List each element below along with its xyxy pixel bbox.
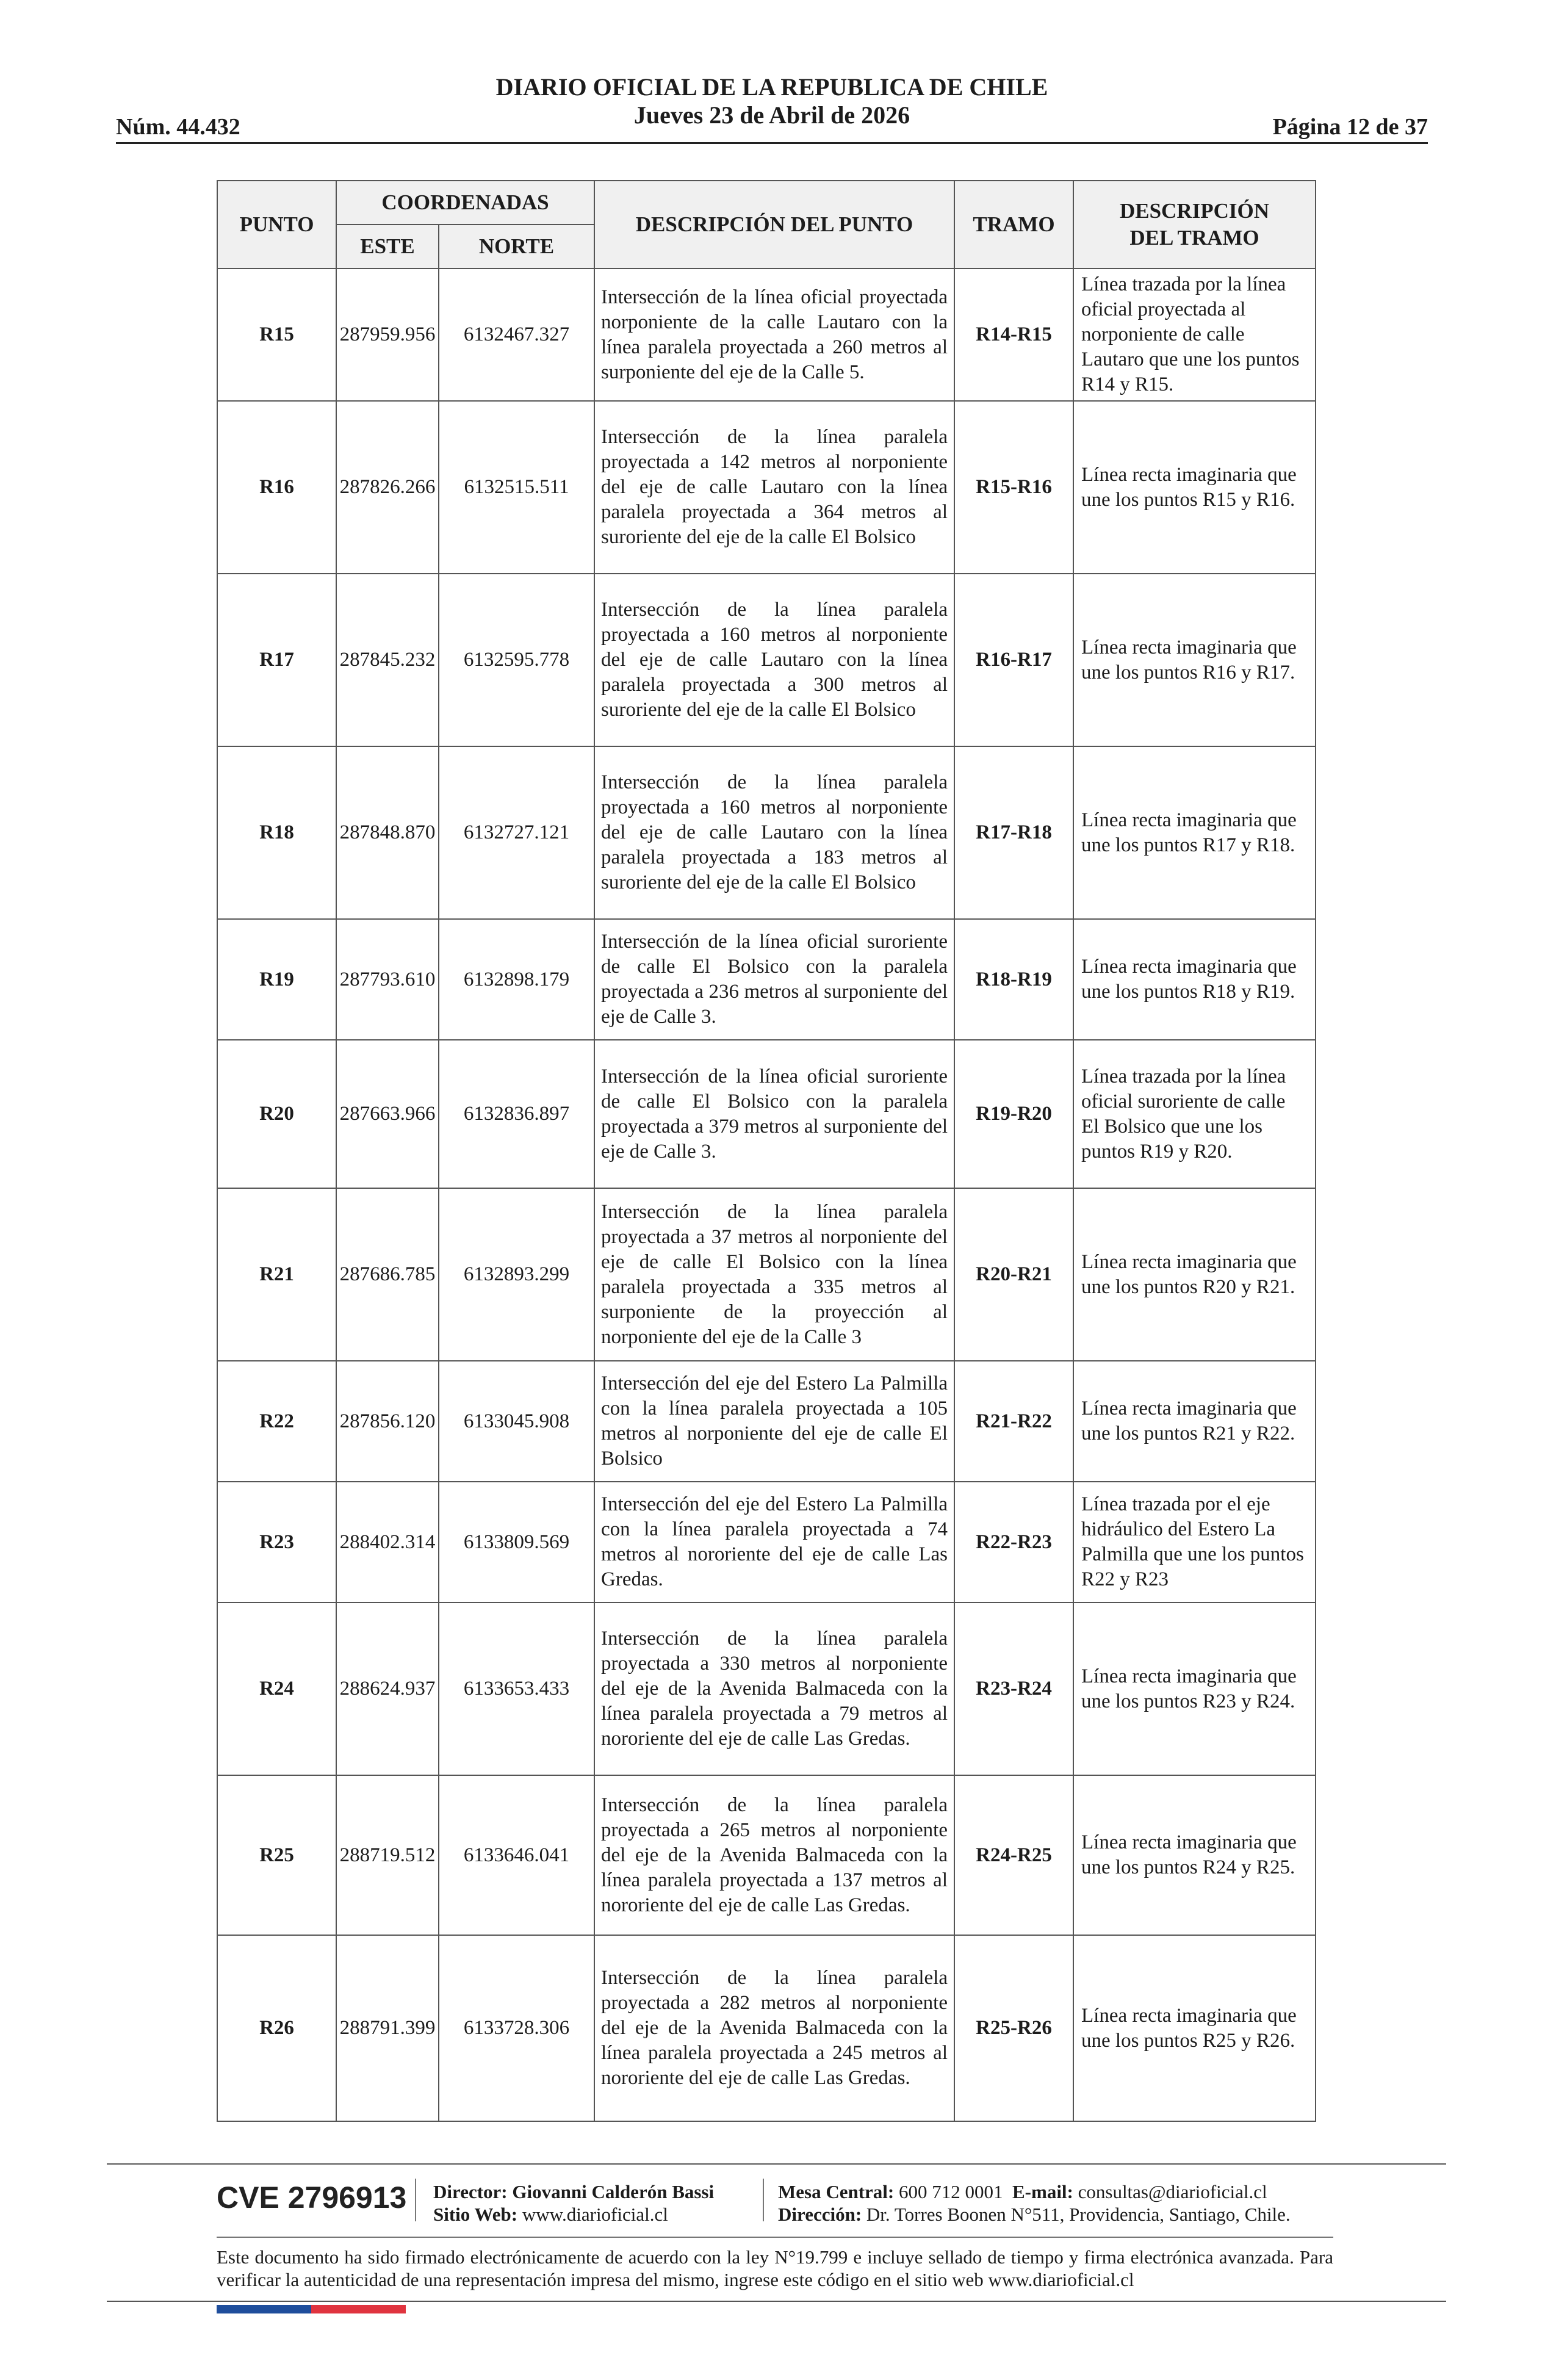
coord-norte: 6132893.299 — [439, 1188, 594, 1361]
table-row — [217, 269, 1316, 401]
coordinates-table — [217, 180, 1316, 2122]
header-tramo: TRAMO — [954, 181, 1073, 269]
director-info — [433, 2180, 714, 2226]
segment-id: R14-R15 — [954, 269, 1073, 401]
point-description: Intersección de la línea oficial suroriente de calle El Bolsico con la paralela proyectada a 379 metros al surponiente del eje de Calle 3. — [594, 1040, 954, 1188]
table-row — [217, 746, 1316, 919]
point-id: R16 — [217, 401, 336, 574]
segment-description: Línea trazada por la línea oficial proyectada al norponiente de calle Lautaro que une los puntos R14 y R15. — [1073, 269, 1316, 401]
coord-norte: 6132727.121 — [439, 746, 594, 919]
header-coordenadas: COORDENADAS — [336, 181, 594, 225]
segment-id: R24-R25 — [954, 1775, 1073, 1935]
header-center — [116, 73, 1428, 129]
table-row — [217, 1935, 1316, 2121]
director-label: Director: — [433, 2181, 508, 2202]
header-descripcion-punto: DESCRIPCIÓN DEL PUNTO — [594, 181, 954, 269]
table-body — [217, 269, 1316, 2121]
segment-description: Línea recta imaginaria que une los puntos R16 y R17. — [1073, 574, 1316, 746]
point-id: R22 — [217, 1361, 336, 1482]
point-description: Intersección de la línea paralela proyectada a 142 metros al norponiente del eje de calle Lautaro con la línea paralela proyectada a 364 metros al suroriente del eje de la calle El Bolsico — [594, 401, 954, 574]
flag-bar-red — [311, 2305, 406, 2313]
segment-description: Línea recta imaginaria que une los puntos R21 y R22. — [1073, 1361, 1316, 1482]
point-description: Intersección de la línea paralela proyectada a 37 metros al norponiente del eje de calle El Bolsico con la línea paralela proyectada a 335 metros al surponiente de la proyección al norponiente del eje de la Calle 3 — [594, 1188, 954, 1361]
segment-description: Línea recta imaginaria que une los puntos R23 y R24. — [1073, 1603, 1316, 1775]
point-description: Intersección del eje del Estero La Palmilla con la línea paralela proyectada a 105 metros al norponiente del eje de calle El Bolsico — [594, 1361, 954, 1482]
segment-id: R18-R19 — [954, 919, 1073, 1040]
footer-divider-top — [107, 2163, 1446, 2165]
point-description: Intersección de la línea paralela proyectada a 330 metros al norponiente del eje de la Avenida Balmaceda con la línea paralela proyectada a 79 metros al nororiente del eje de calle Las Gredas. — [594, 1603, 954, 1775]
flag-bar-blue — [217, 2305, 311, 2313]
coord-este: 287959.956 — [336, 269, 439, 401]
page-number: Página 12 de 37 — [1272, 114, 1428, 140]
point-description: Intersección del eje del Estero La Palmilla con la línea paralela proyectada a 74 metros al nororiente del eje de calle Las Gredas. — [594, 1482, 954, 1603]
address-text: Dr. Torres Boonen N°511, Providencia, Santiago, Chile. — [866, 2204, 1291, 2225]
header-descripcion-tramo — [1073, 181, 1316, 269]
segment-description: Línea recta imaginaria que une los puntos R15 y R16. — [1073, 401, 1316, 574]
point-id: R26 — [217, 1935, 336, 2121]
segment-id: R20-R21 — [954, 1188, 1073, 1361]
segment-id: R15-R16 — [954, 401, 1073, 574]
email-link[interactable]: consultas@diarioficial.cl — [1078, 2181, 1267, 2202]
header-descripcion-tramo-line2: DEL TRAMO — [1129, 226, 1259, 250]
point-id: R23 — [217, 1482, 336, 1603]
legal-notice: Este documento ha sido firmado electrónicamente de acuerdo con la ley N°19.799 e incluye sellado de tiempo y firma electrónica avanzada. Para verificar la autenticidad de una representación impresa del mismo, ingrese este código en el sitio web www.diarioficial.cl — [217, 2246, 1333, 2290]
segment-id: R21-R22 — [954, 1361, 1073, 1482]
coord-este: 288402.314 — [336, 1482, 439, 1603]
point-description: Intersección de la línea paralela proyectada a 265 metros al norponiente del eje de la Avenida Balmaceda con la línea paralela proyectada a 137 metros al nororiente del eje de calle Las Gredas. — [594, 1775, 954, 1935]
header-punto: PUNTO — [217, 181, 336, 269]
point-id: R24 — [217, 1603, 336, 1775]
coord-este: 287663.966 — [336, 1040, 439, 1188]
point-description: Intersección de la línea oficial proyectada norponiente de la calle Lautaro con la línea paralela proyectada a 260 metros al surponiente del eje de la Calle 5. — [594, 269, 954, 401]
point-description: Intersección de la línea oficial suroriente de calle El Bolsico con la paralela proyectada a 236 metros al surponiente del eje de Calle 3. — [594, 919, 954, 1040]
point-id: R21 — [217, 1188, 336, 1361]
coord-norte: 6133045.908 — [439, 1361, 594, 1482]
table-row — [217, 1603, 1316, 1775]
web-label: Sitio Web: — [433, 2204, 518, 2225]
segment-description: Línea recta imaginaria que une los puntos R17 y R18. — [1073, 746, 1316, 919]
footer-separator — [415, 2179, 416, 2221]
coord-norte: 6133809.569 — [439, 1482, 594, 1603]
cve-code: CVE 2796913 — [217, 2180, 407, 2215]
coord-norte: 6132467.327 — [439, 269, 594, 401]
segment-description: Línea recta imaginaria que une los puntos R24 y R25. — [1073, 1775, 1316, 1935]
coord-norte: 6133646.041 — [439, 1775, 594, 1935]
point-id: R15 — [217, 269, 336, 401]
coord-norte: 6133728.306 — [439, 1935, 594, 2121]
segment-description: Línea recta imaginaria que une los puntos R18 y R19. — [1073, 919, 1316, 1040]
point-id: R25 — [217, 1775, 336, 1935]
point-id: R18 — [217, 746, 336, 919]
page-header — [116, 73, 1428, 140]
director-name: Giovanni Calderón Bassi — [512, 2181, 715, 2202]
segment-id: R22-R23 — [954, 1482, 1073, 1603]
table-row — [217, 919, 1316, 1040]
segment-description: Línea trazada por el eje hidráulico del Estero La Palmilla que une los puntos R22 y R23 — [1073, 1482, 1316, 1603]
point-id: R19 — [217, 919, 336, 1040]
footer-divider-middle — [217, 2237, 1333, 2238]
coord-norte: 6132515.511 — [439, 401, 594, 574]
point-description: Intersección de la línea paralela proyectada a 282 metros al norponiente del eje de la Avenida Balmaceda con la línea paralela proyectada a 245 metros al nororiente del eje de calle Las Gredas. — [594, 1935, 954, 2121]
header-este: ESTE — [336, 225, 439, 269]
coord-este: 287686.785 — [336, 1188, 439, 1361]
website-link[interactable]: www.diarioficial.cl — [522, 2204, 668, 2225]
header-norte: NORTE — [439, 225, 594, 269]
point-description: Intersección de la línea paralela proyectada a 160 metros al norponiente del eje de calle Lautaro con la línea paralela proyectada a 300 metros al suroriente del eje de la calle El Bolsico — [594, 574, 954, 746]
point-description: Intersección de la línea paralela proyectada a 160 metros al norponiente del eje de calle Lautaro con la línea paralela proyectada a 183 metros al suroriente del eje de la calle El Bolsico — [594, 746, 954, 919]
table-row — [217, 1775, 1316, 1935]
coord-este: 287845.232 — [336, 574, 439, 746]
coord-norte: 6132836.897 — [439, 1040, 594, 1188]
table-row — [217, 1361, 1316, 1482]
table-row — [217, 574, 1316, 746]
issue-number: Núm. 44.432 — [116, 114, 240, 140]
coord-norte: 6132898.179 — [439, 919, 594, 1040]
segment-description: Línea trazada por la línea oficial suroriente de calle El Bolsico que une los puntos R19 y R20. — [1073, 1040, 1316, 1188]
mesa-phone: 600 712 0001 — [899, 2181, 1003, 2202]
segment-description: Línea recta imaginaria que une los puntos R20 y R21. — [1073, 1188, 1316, 1361]
coord-este: 288719.512 — [336, 1775, 439, 1935]
mesa-label: Mesa Central: — [778, 2181, 895, 2202]
address-label: Dirección: — [778, 2204, 862, 2225]
segment-id: R25-R26 — [954, 1935, 1073, 2121]
coord-este: 287856.120 — [336, 1361, 439, 1482]
point-id: R20 — [217, 1040, 336, 1188]
coord-norte: 6133653.433 — [439, 1603, 594, 1775]
header-divider — [116, 142, 1428, 144]
footer-separator — [763, 2179, 764, 2221]
coord-este: 288791.399 — [336, 1935, 439, 2121]
publication-title: DIARIO OFICIAL DE LA REPUBLICA DE CHILE — [495, 73, 1048, 101]
table-row — [217, 1482, 1316, 1603]
coord-norte: 6132595.778 — [439, 574, 594, 746]
coord-este: 287793.610 — [336, 919, 439, 1040]
point-id: R17 — [217, 574, 336, 746]
footer-divider-bottom — [107, 2301, 1446, 2302]
contact-info — [778, 2180, 1291, 2226]
coord-este: 288624.937 — [336, 1603, 439, 1775]
segment-id: R19-R20 — [954, 1040, 1073, 1188]
segment-description: Línea recta imaginaria que une los puntos R25 y R26. — [1073, 1935, 1316, 2121]
segment-id: R16-R17 — [954, 574, 1073, 746]
segment-id: R17-R18 — [954, 746, 1073, 919]
table-row — [217, 1188, 1316, 1361]
publication-date: Jueves 23 de Abril de 2026 — [633, 101, 910, 129]
email-label: E-mail: — [1012, 2181, 1073, 2202]
header-descripcion-tramo-line1: DESCRIPCIÓN — [1119, 199, 1270, 223]
table-row — [217, 1040, 1316, 1188]
table-row — [217, 401, 1316, 574]
coord-este: 287826.266 — [336, 401, 439, 574]
coord-este: 287848.870 — [336, 746, 439, 919]
segment-id: R23-R24 — [954, 1603, 1073, 1775]
